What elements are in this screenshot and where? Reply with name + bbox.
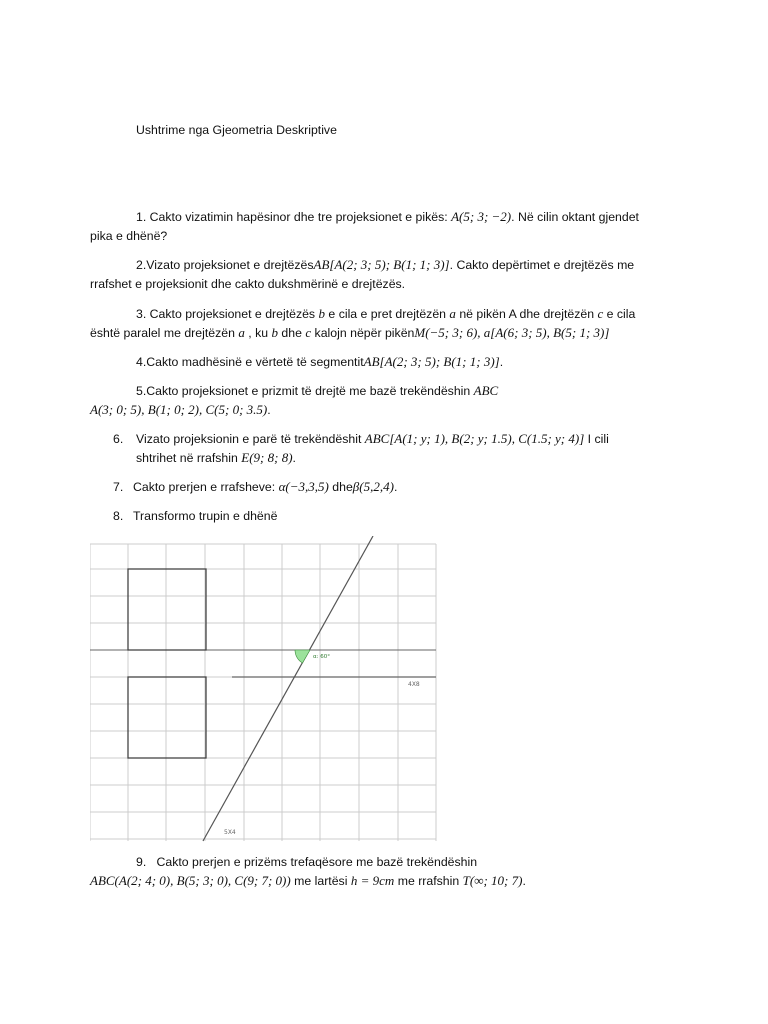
- axis-label-bottom: 5X4: [224, 829, 236, 836]
- exercise-6-math: ABC[A(1; y; 1), B(2; y; 1.5), C(1.5; y; 4)]: [364, 431, 585, 446]
- exercise-7-mid: dhe: [328, 480, 353, 494]
- exercise-5-points: A(3; 0; 5), B(1; 0; 2), C(5; 0; 3.5): [90, 402, 268, 417]
- exercise-9-base: ABC(A(2; 4; 0), B(5; 3; 0), C(9; 7; 0)): [90, 873, 291, 888]
- angle-marker: [295, 650, 310, 663]
- exercise-9-mid2: me rrafshin: [394, 874, 463, 888]
- exercise-3-var-a: a: [449, 306, 456, 321]
- exercise-1-tail: . Në cilin oktant gjendet: [511, 210, 639, 224]
- exercise-4-line: [136, 354, 503, 370]
- exercise-2-math: AB[A(2; 3; 5); B(1; 1; 3)]: [313, 257, 450, 272]
- exercise-1-text: 1. Cakto vizatimin hapësinor dhe tre projeksionet e pikës:: [136, 210, 452, 224]
- exercise-1-line-2: pika e dhënë?: [90, 229, 168, 243]
- exercise-6-l2-tail: .: [292, 451, 296, 465]
- exercise-2-line-2: rrafshet e projeksionit dhe cakto dukshmërinë e drejtëzës.: [90, 277, 406, 291]
- exercise-4-math: AB[A(2; 3; 5); B(1; 1; 3)]: [363, 354, 500, 369]
- exercise-5-text: 5.Cakto projeksionet e prizmit të drejtë me bazë trekëndëshin: [136, 384, 474, 398]
- exercise-1-math: A(5; 3; −2): [451, 209, 512, 224]
- transformation-line: [203, 536, 373, 841]
- exercise-6-line-1: [136, 431, 609, 447]
- exercise-4-tail: .: [499, 355, 504, 369]
- exercise-3-text-3: në pikën A dhe drejtëzën: [455, 307, 598, 321]
- exercise-8-text: Transformo trupin e dhënë: [133, 509, 278, 523]
- exercise-9-line-2: [90, 873, 526, 889]
- exercise-9-number: 9.: [136, 855, 147, 869]
- exercise-6-l2-text: shtrihet në rrafshin: [136, 451, 242, 465]
- exercise-6-l2-math: E(9; 8; 8): [241, 450, 293, 465]
- exercise-3-l2-math: M(−5; 3; 6), a[A(6; 3; 5), B(5; 1; 3)]: [414, 325, 610, 340]
- exercise-8-figure: [90, 536, 440, 846]
- exercise-3-l2-var-b: b: [271, 325, 278, 340]
- exercise-3-l2-text-1: është paralel me drejtëzën: [90, 326, 239, 340]
- exercise-3-l2-var-a: a: [238, 325, 245, 340]
- exercise-7-beta: β(5,2,4): [352, 479, 394, 494]
- exercise-9-text: Cakto prerjen e prizëms trefaqësore me bazë trekëndëshin: [156, 855, 478, 869]
- exercise-9-tail: .: [522, 874, 526, 888]
- document-title: Ushtrime nga Gjeometria Deskriptive: [136, 123, 337, 137]
- exercise-9-line-1: [136, 854, 477, 870]
- axis-label-right: 4X8: [408, 681, 420, 688]
- exercise-9-plane: T(∞; 10; 7): [462, 873, 523, 888]
- exercise-7-text: Cakto prerjen e rrafsheve:: [133, 480, 279, 494]
- exercise-3-text-4: e cila: [603, 307, 636, 321]
- exercise-6-text: Vizato projeksionin e parë të trekëndëshit: [136, 432, 365, 446]
- exercise-3-l2-var-c: c: [305, 325, 312, 340]
- exercise-9-mid: me lartësi: [290, 874, 351, 888]
- exercise-2-text: 2.Vizato projeksionet e drejtëzës: [136, 258, 314, 272]
- exercise-9-height: h = 9cm: [350, 873, 395, 888]
- exercise-7-alpha: α(−3,3,5): [278, 479, 329, 494]
- exercise-2-line-1: [136, 257, 634, 273]
- exercise-3-l2-text-3: dhe: [278, 326, 306, 340]
- exercise-5-line-2: [90, 402, 271, 418]
- exercise-5-math: ABC: [473, 383, 499, 398]
- exercise-2-tail: . Cakto depërtimet e drejtëzës me: [449, 258, 635, 272]
- exercise-1-line-1: [136, 209, 639, 225]
- exercise-3-var-b: b: [318, 306, 326, 321]
- exercise-3-var-c: c: [597, 306, 604, 321]
- exercise-6-number: 6.: [113, 432, 124, 446]
- exercise-3-text-2: e cila e pret drejtëzën: [325, 307, 450, 321]
- exercise-3-text-1: 3. Cakto projeksionet e drejtëzës: [136, 307, 319, 321]
- exercise-7-tail: .: [393, 480, 398, 494]
- exercise-6-line-2: [136, 450, 296, 466]
- exercise-6-tail: I cili: [584, 432, 609, 446]
- exercise-5-line-1: [136, 383, 498, 399]
- figure-grid: [90, 544, 436, 841]
- exercise-3-l2-text-2: , ku: [244, 326, 272, 340]
- top-view-square: [128, 569, 206, 650]
- exercise-8-number: 8.: [113, 509, 124, 523]
- exercise-7-number: 7.: [113, 480, 124, 494]
- front-view-square: [128, 677, 206, 758]
- exercise-7-line: [133, 479, 397, 495]
- exercise-3-line-2: [90, 325, 609, 341]
- exercise-4-text: 4.Cakto madhësinë e vërtetë të segmentit: [136, 355, 364, 369]
- angle-label: α: 60°: [313, 654, 330, 660]
- exercise-3-l2-text-4: kalojn nëpër pikën: [311, 326, 415, 340]
- exercise-5-tail: .: [267, 403, 271, 417]
- exercise-3-line-1: [136, 306, 635, 322]
